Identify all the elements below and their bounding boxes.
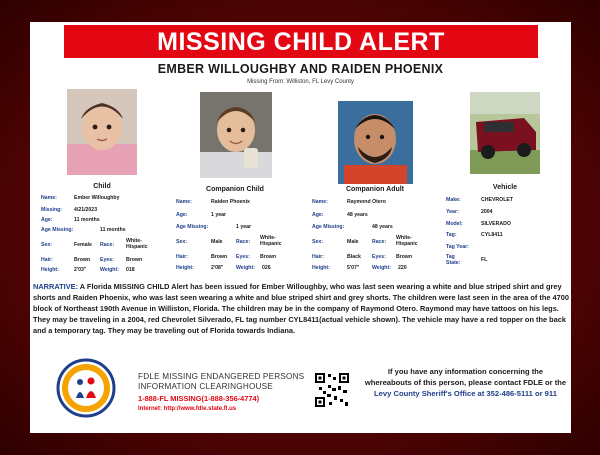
companion-adult-age-missing-label: Age Missing: <box>312 224 345 230</box>
contact-line3: Levy County Sheriff's Office at 352-486-5111 or 911 <box>374 389 557 398</box>
companion-adult-eyes-label: Eyes: <box>372 254 386 260</box>
vehicle-tag-label: Tag: <box>446 232 457 238</box>
companion-child-name-value: Raiden Phoenix <box>211 199 250 205</box>
child-name-label: Name: <box>41 195 57 201</box>
missing-names: EMBER WILLOUGHBY AND RAIDEN PHOENIX <box>157 62 444 76</box>
companion-adult-weight-value: 220 <box>398 265 407 271</box>
companion-child-hair-value: Brown <box>211 254 228 260</box>
companion-child-age-missing-label: Age Missing: <box>176 224 209 230</box>
narrative-text: A Florida MISSING CHILD Alert has been issued for Ember Willoughby, who was last seen wearing a white and blue striped shirt and grey shorts and Raiden Phoenix, who was last seen wearing a white and blue striped shirt and grey shorts. The children were last seen in the area of the 4700 block of Northeast 190th Avenue in Williston, Florida. The children may be in the company of Raymond Otero. Raymond may have tattoos on his legs. They may be traveling in a 2004, red Chevrolet Silverado, FL tag number CYL8411(actual vehicle shown). The vehicle may have a red topper on the back and a temporary tag. They may be traveling out of Florida towards Indiana. <box>33 282 569 335</box>
vehicle-tag-state-value: FL <box>481 257 488 263</box>
companion-adult-eyes-value: Brown <box>396 254 413 260</box>
child-weight-label: Weight: <box>100 267 119 273</box>
child-age-value: 11 months <box>74 217 100 223</box>
companion-child-hair-label: Hair: <box>176 254 188 260</box>
companion-adult-sex-value: Male <box>347 239 359 245</box>
companion-child-column-title: Companion Child <box>206 186 264 193</box>
child-missing-label: Missing: <box>41 207 63 213</box>
vehicle-tag-value: CYL8411 <box>481 232 503 238</box>
companion-child-age-label: Age: <box>176 212 188 218</box>
companion-adult-hair-value: Black <box>347 254 361 260</box>
companion-child-height-label: Height: <box>176 265 194 271</box>
child-race-value: White-Hispanic <box>126 238 148 250</box>
companion-adult-hair-label: Hair: <box>312 254 324 260</box>
fdle-website: Internet: http://www.fdle.state.fl.us <box>138 406 237 412</box>
companion-adult-age-value: 48 years <box>347 212 368 218</box>
companion-child-race-label: Race: <box>236 239 251 245</box>
companion-adult-name-label: Name: <box>312 199 328 205</box>
child-eyes-value: Brown <box>126 257 143 263</box>
companion-child-weight-value: 026 <box>262 265 271 271</box>
companion-child-eyes-value: Brown <box>260 254 277 260</box>
companion-adult-race-label: Race: <box>372 239 387 245</box>
companion-adult-height-label: Height: <box>312 265 330 271</box>
companion-adult-sex-label: Sex: <box>312 239 323 245</box>
companion-child-sex-value: Male <box>211 239 223 245</box>
child-age-missing-label: Age Missing: <box>41 227 74 233</box>
companion-adult-weight-label: Weight: <box>372 265 391 271</box>
contact-info <box>362 366 569 399</box>
companion-adult-age-missing-value: 48 years <box>372 224 393 230</box>
companion-child-eyes-label: Eyes: <box>236 254 250 260</box>
companion-child-weight-label: Weight: <box>236 265 255 271</box>
vehicle-model-value: SILVERADO <box>481 221 511 227</box>
qr-code <box>314 372 350 408</box>
contact-line2: whereabouts of this person, please contact FDLE or the <box>364 378 567 387</box>
companion-child-photo <box>200 92 272 178</box>
companion-child-sex-label: Sex: <box>176 239 187 245</box>
fdle-clearinghouse-logo <box>56 358 116 418</box>
companion-adult-name-value: Raymond Otero <box>347 199 386 205</box>
child-age-label: Age: <box>41 217 53 223</box>
narrative-label: NARRATIVE: <box>33 282 79 291</box>
fdle-clearinghouse-line2: INFORMATION CLEARINGHOUSE <box>138 382 273 391</box>
child-age-missing-value: 11 months <box>100 227 126 233</box>
child-hair-label: Hair: <box>41 257 53 263</box>
vehicle-column-title: Vehicle <box>492 184 518 191</box>
fdle-phone: 1-888-FL MISSING(1-888-356-4774) <box>138 394 260 403</box>
companion-child-height-value: 2'08" <box>211 265 224 271</box>
companion-adult-height-value: 5'07" <box>347 265 360 271</box>
companion-adult-photo <box>338 101 413 184</box>
alert-flyer <box>30 22 571 433</box>
companion-child-name-label: Name: <box>176 199 192 205</box>
child-name-value: Ember Willoughby <box>74 195 120 201</box>
companion-adult-age-label: Age: <box>312 212 324 218</box>
vehicle-year-value: 2004 <box>481 209 493 215</box>
child-height-label: Height: <box>41 267 59 273</box>
child-eyes-label: Eyes: <box>100 257 114 263</box>
companion-child-age-value: 1 year <box>211 212 227 218</box>
vehicle-tag-state-label: Tag State: <box>446 254 461 266</box>
alert-banner: MISSING CHILD ALERT <box>64 25 538 58</box>
companion-adult-race-value: White-Hispanic <box>396 235 418 247</box>
child-race-label: Race: <box>100 242 115 248</box>
fdle-clearinghouse-line1: FDLE MISSING ENDANGERED PERSONS <box>138 372 305 381</box>
vehicle-make-value: CHEVROLET <box>481 197 513 203</box>
child-sex-value: Female <box>74 242 92 248</box>
companion-adult-column-title: Companion Adult <box>345 186 405 193</box>
child-sex-label: Sex: <box>41 242 52 248</box>
child-column-title: Child <box>93 183 111 190</box>
child-missing-value: 4/21/2023 <box>74 207 98 213</box>
child-height-value: 2'03" <box>74 267 87 273</box>
contact-line1: If you have any information concerning the <box>387 367 544 376</box>
companion-child-age-missing-value: 1 year <box>236 224 252 230</box>
vehicle-tag-year-label: Tag Year: <box>446 244 469 250</box>
missing-from: Missing From: Williston, FL Levy County <box>247 79 354 85</box>
narrative <box>33 281 569 336</box>
vehicle-make-label: Make: <box>446 197 461 203</box>
vehicle-model-label: Model: <box>446 221 463 227</box>
child-weight-value: 018 <box>126 267 135 273</box>
vehicle-year-label: Year: <box>446 209 459 215</box>
child-photo <box>67 89 137 175</box>
companion-child-race-value: White-Hispanic <box>260 235 282 247</box>
child-hair-value: Brown <box>74 257 91 263</box>
vehicle-photo <box>470 92 540 174</box>
